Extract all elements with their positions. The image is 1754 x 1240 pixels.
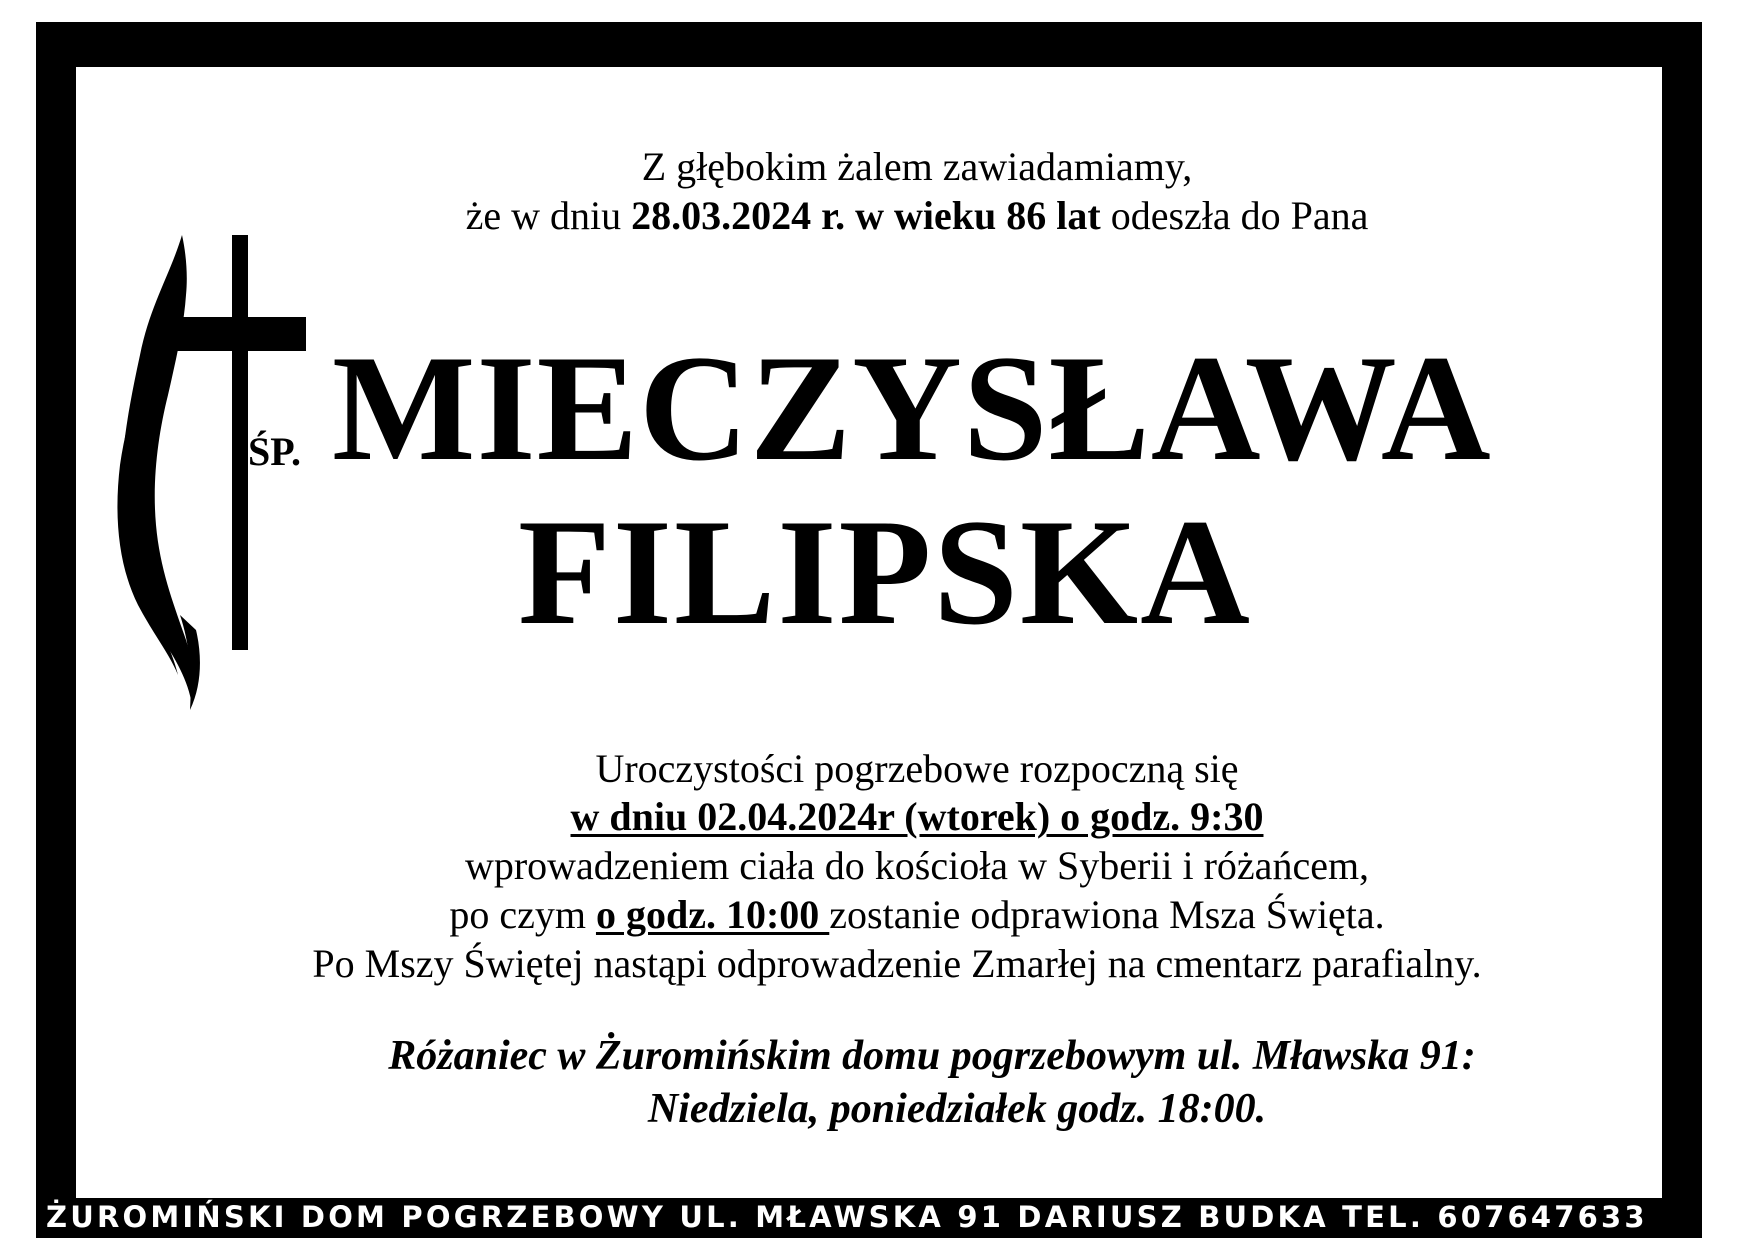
death-date-age: 28.03.2024 r. w wieku 86 lat bbox=[631, 193, 1101, 238]
ceremony-line-5: Po Mszy Świętej nastąpi odprowadzenie Zmarłej na cmentarz parafialny. bbox=[312, 941, 1482, 986]
ceremony-date: w dniu 02.04.2024r (wtorek) o godz. 9:30 bbox=[570, 794, 1264, 839]
deceased-last-name: FILIPSKA bbox=[518, 488, 1252, 656]
intro-line-2-end: odeszła do Pana bbox=[1100, 193, 1369, 238]
intro-line-2-start: że w dniu bbox=[465, 193, 632, 238]
ceremony-line-3: wprowadzeniem ciała do kościoła w Syberii i różańcem, bbox=[464, 843, 1370, 888]
intro-line-2 bbox=[0, 192, 1754, 239]
funeral-home-footer: ŻUROMIŃSKI DOM POGRZEBOWY UL. MŁAWSKA 91 DARIUSZ BUDKA TEL. 607647633 bbox=[46, 1200, 1648, 1234]
ceremony-line-4 bbox=[0, 892, 1754, 937]
mass-time: o godz. 10:00 bbox=[595, 892, 830, 937]
rosary-line-2: Niedziela, poniedziałek godz. 18:00. bbox=[647, 1086, 1267, 1132]
cross-with-flame-icon bbox=[110, 235, 310, 765]
deceased-first-name: MIECZYSŁAWA bbox=[332, 324, 1492, 492]
rosary-line-1: Różaniec w Żuromińskim domu pogrzebowym ul. Mławska 91: bbox=[388, 1033, 1476, 1079]
ceremony-line-1: Uroczystości pogrzebowe rozpoczną się bbox=[595, 746, 1239, 791]
ceremony-line-4-end: zostanie odprawiona Msza Święta. bbox=[829, 892, 1385, 937]
name-prefix: ŚP. bbox=[248, 429, 302, 474]
ceremony-line-4-start: po czym bbox=[449, 892, 596, 937]
intro-line-1: Z głębokim żalem zawiadamiamy, bbox=[641, 144, 1193, 189]
